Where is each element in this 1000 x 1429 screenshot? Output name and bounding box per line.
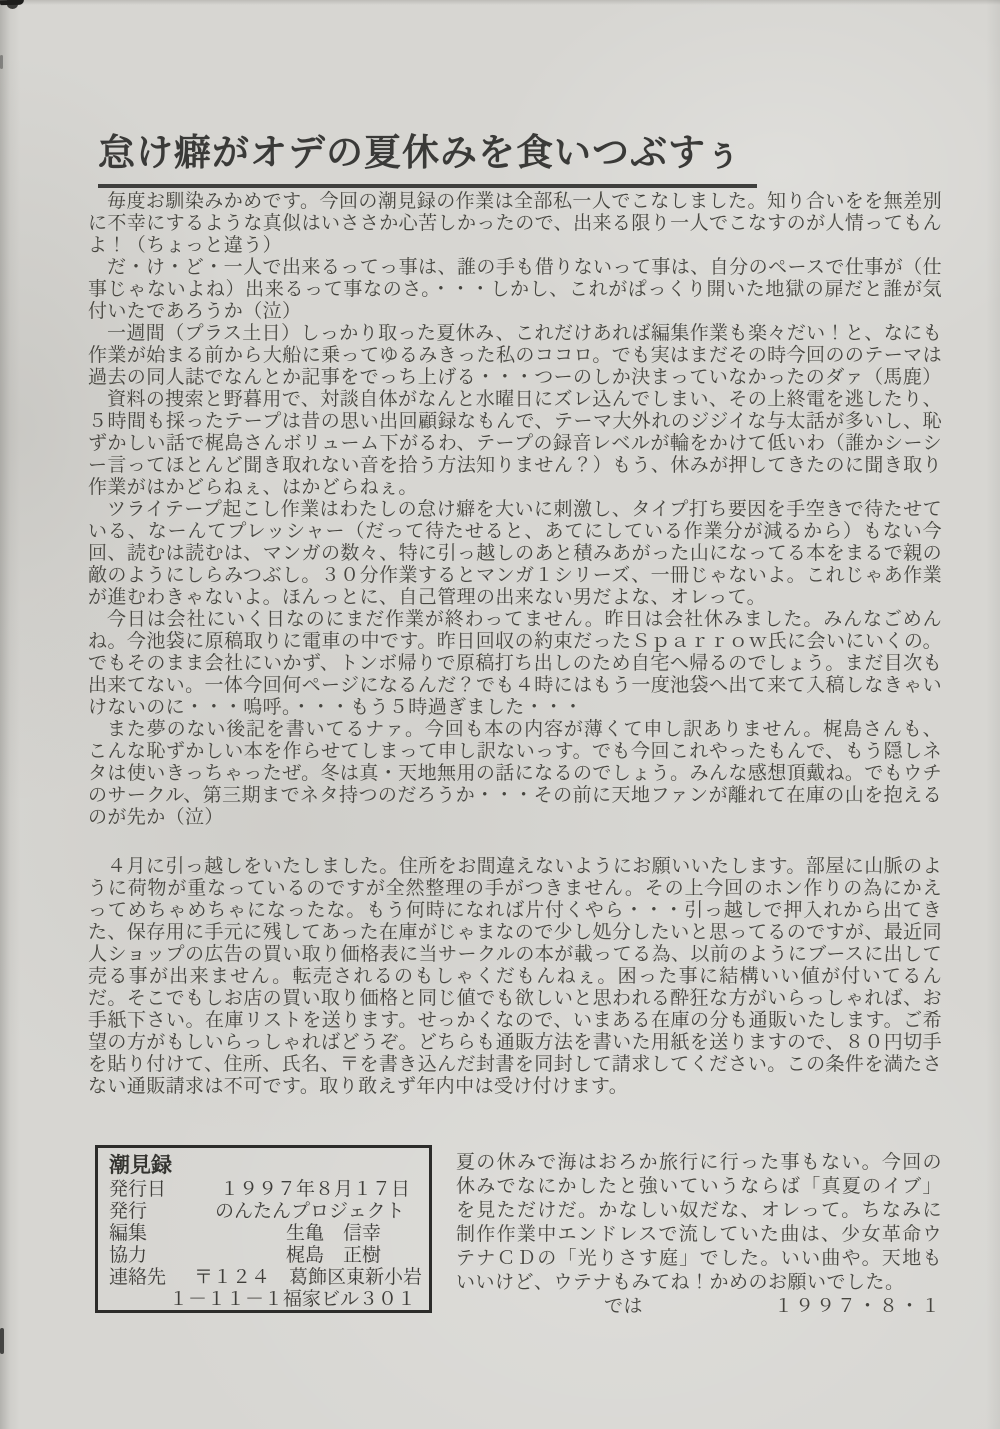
colophon-value: 梶島 正樹 — [286, 1245, 382, 1266]
colophon-label: 編集 — [109, 1223, 148, 1244]
colophon-heading: 潮見録 — [109, 1154, 172, 1177]
colophon-row — [109, 1245, 418, 1267]
afterword-paragraph: また夢のない後記を書いてるナァ。今回も本の内容が薄くて申し訳ありません。梶島さんも、こんな恥ずかしい本を作らせてしまって申し訳ないっす。でも今回これやったもんで、もう隠しネタは使いきっちゃったぜ。冬は真・天地無用の話になるのでしょう。みんな感想頂戴ね。でもウチのサークル、第三期までネタ持つのだろうか・・・その前に天地ファンが離れて在庫の山を抱えるのが先か（泣） — [88, 719, 942, 828]
afterword-paragraph: 毎度お馴染みかめです。今回の潮見録の作業は全部私一人でこなしました。知り合いをを無差別に不幸にするような真似はいささか心苦しかったので、出来る限り一人でこなすのが人情ってもんよ！（ちょっと違う） — [88, 191, 942, 256]
colophon-label: 協力 — [109, 1245, 148, 1266]
afterword-paragraph: 一週間（プラス土日）しっかり取った夏休み、これだけあれば編集作業も楽々だい！と、なにも作業が始まる前から大船に乗ってゆるみきった私のココロ。でも実はまだその時今回ののテーマは過去の同人誌でなんとか記事をでっち上げる・・・つーのしか決まっていなかったのダァ（馬鹿） — [88, 323, 942, 388]
afterword-paragraph: だ・け・ど・一人で出来るってっ事は、誰の手も借りないって事は、自分のペースで仕事が（仕事じゃないよね）出来るって事なのさ。・・・しかし、これがぱっくり開いた地獄の扉だと誰が気付いたであろうか（泣） — [88, 257, 942, 322]
colophon-label: 連絡先 — [109, 1267, 167, 1288]
colophon-box — [95, 1145, 432, 1313]
closing-text: 夏の休みで海はおろか旅行に行った事もない。今回の休みでなにかしたと強いていうならば「真夏のイブ」を見ただけだ。かなしい奴だな、オレって。ちなみに制作作業中エンドレスで流していた曲は、少女革命ウテナＣＤの「光りさす庭」でした。いい曲や。天地もいいけど、ウテナもみてね！かめのお願いでした。 — [456, 1152, 942, 1293]
scan-artifact-left-edge-small — [0, 55, 3, 69]
colophon-row — [109, 1223, 418, 1245]
closing-note — [456, 1151, 942, 1319]
scan-artifact-top-left-blob — [7, 0, 18, 9]
closing-date: １９９７・８・１ — [773, 1296, 942, 1317]
afterword-paragraph: ツライテープ起こし作業はわたしの怠け癖を大いに刺激し、タイプ打ち要因を手空きで待たせている、なーんてプレッシャー（だって待たせると、あてにしている作業分が減るから）もない今回、読むは読むは、マンガの数々、特に引っ越しのあと積みあがった山になってる本をまるで親の敵のようにしらみつぶし。３０分作業するとマンガ１シリーズ、一冊じゃないよ。これじゃあ作業が進むわきゃないよ。ほんっとに、自己管理の出来ない男だよな、オレって。 — [88, 499, 942, 608]
colophon-value: 生亀 信幸 — [286, 1223, 382, 1244]
colophon-label: 発行 — [109, 1201, 148, 1222]
colophon-label: 発行日 — [109, 1179, 167, 1200]
afterword-paragraph: 今日は会社にいく日なのにまだ作業が終わってません。昨日は会社休みました。みんなごめんね。今池袋に原稿取りに電車の中です。昨日回収の約束だったＳｐａｒｒｏｗ氏に会いにいくの。でもそのまま会社にいかず、トンボ帰りで原稿打ち出しのため自宅へ帰るのでしょう。まだ目次も出来てない。一体今回何ページになるんだ？でも４時にはもう一度池袋へ出て来て入稿しなきゃいけないのに・・・嗚呼。・・・もう５時過ぎました・・・ — [88, 609, 942, 718]
scan-artifact-left-edge — [0, 1328, 4, 1354]
closing-signoff-line — [456, 1295, 942, 1319]
page-title: 怠け癖がオデの夏休みを食いつぶすぅ — [98, 122, 757, 188]
colophon-value: のんたんプロジェクト — [215, 1201, 405, 1222]
colophon-row — [109, 1179, 418, 1201]
moving-notice-section — [88, 856, 942, 1098]
afterword-text — [88, 191, 942, 1098]
closing-signoff: では — [604, 1296, 644, 1317]
colophon-value: 〒１２４ 葛飾区東新小岩 — [194, 1267, 423, 1288]
colophon-row — [109, 1201, 418, 1223]
colophon-value: １９９７年８月１７日 — [220, 1179, 411, 1200]
colophon-row — [109, 1267, 423, 1289]
moving-notice-paragraph: ４月に引っ越しをいたしました。住所をお間違えないようにお願いいたします。部屋に山脈のように荷物が重なっているのですが全然整理の手がつきません。その上今回のホン作りの為にかえってめちゃめちゃになったな。もう何時になれば片付くやら・・・引っ越しで押入れから出てきた、保存用に手元に残してあった在庫がじゃまなので少し処分したいと思ってるのですが、最近同人ショップの広告の買い取り価格表に当サークルの本が載ってる為、以前のようにブースに出して売る事が出来ません。転売されるのもしゃくだもんねぇ。困った事に結構いい値が付いてるんだ。そこでもしお店の買い取り価格と同じ値でも欲しいと思われる酔狂な方がいらっしゃれば、お手紙下さい。在庫リストを送ります。せっかくなので、いまある在庫の分も通販いたします。ご希望の方がもしいらっしゃればどうぞ。どちらも通販方法を書いた用紙を送りますので、８０円切手を貼り付けて、住所、氏名、〒を書き込んだ封書を同封して請求してください。この条件を満たさない通販請求は不可です。取り敢えず年内中は受け付けます。 — [88, 856, 942, 1097]
colophon-address-line2: １－１１－１福家ビル３０１ — [169, 1289, 417, 1310]
afterword-paragraph: 資料の捜索と野暮用で、対談自体がなんと水曜日にズレ込んでしまい、その上終電を逃したり、５時間も採ったテープは昔の思い出回顧録なもんで、テーマ大外れのジジイな与太話が多いし、恥ずかしい話で梶島さんボリューム下がるわ、テープの録音レベルが輪をかけて低いわ（誰かシーシー言ってほとんど聞き取れない音を拾う方法知りません？）もう、休みが押してきたのに聞き取り作業がはかどらねぇ、はかどらねぇ。 — [88, 389, 942, 498]
